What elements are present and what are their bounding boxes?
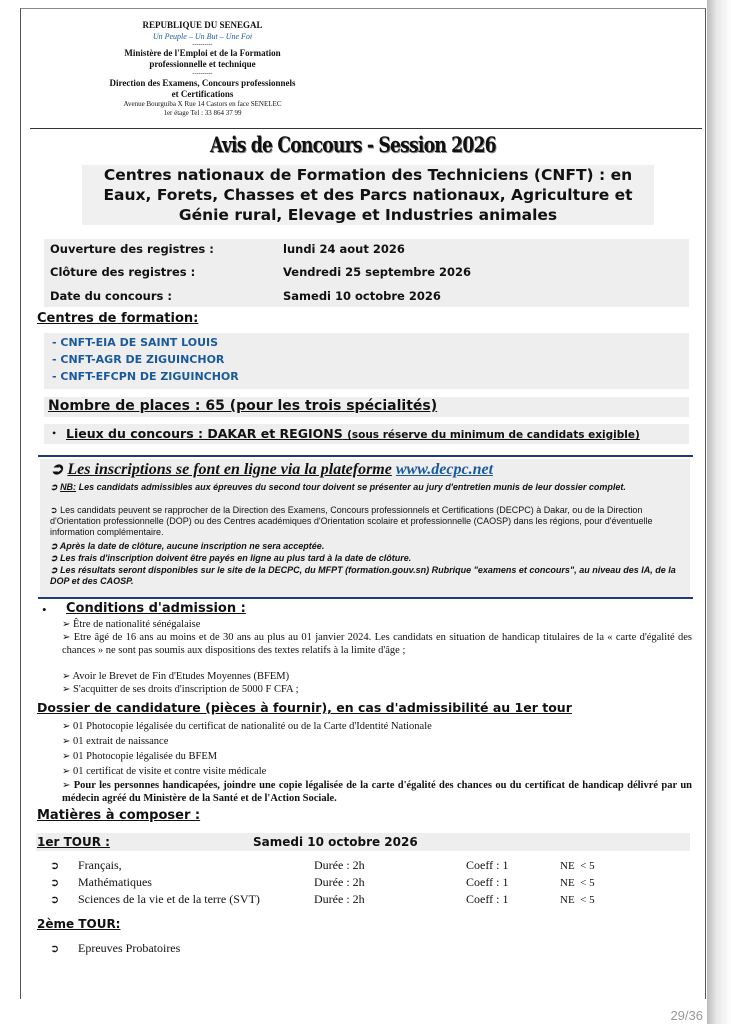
matieres-heading: Matières à composer :: [37, 808, 201, 823]
arrow-icon: ➲: [50, 565, 58, 575]
lieux-bullet: •: [52, 426, 57, 440]
page-title: Avis de Concours - Session 2026: [210, 132, 496, 157]
subject-coeff: Coeff : 1: [466, 875, 509, 889]
dossier-item: ➢ 01 Photocopie légalisée du BFEM: [62, 751, 218, 762]
subject-name: Sciences de la vie et de la terre (SVT): [78, 892, 260, 906]
arrow-icon: ➲: [50, 482, 58, 492]
separator: ----------: [192, 42, 213, 48]
decpc-link[interactable]: www.decpc.net: [395, 461, 494, 478]
arrow-icon: ➲: [50, 541, 58, 551]
dossier-item: ➢ 01 certificat de visite et contre visite médicale: [62, 766, 267, 777]
note-item: ➲ Les frais d'inscription doivent être payés en ligne au plus tard à la date de clôture.: [50, 553, 412, 563]
condition-item: ➢ Avoir le Brevet de Fin d'Etudes Moyennes (BFEM): [62, 671, 290, 682]
arrow-icon: ➲: [50, 461, 64, 478]
inscriptions-rule-top: [38, 455, 693, 457]
condition-item: ➢ Être de nationalité sénégalaise: [62, 619, 201, 630]
dossier-item: ➢ 01 Photocopie légalisée du certificat de nationalité ou de la Carte d'Identité Nationale: [62, 721, 432, 732]
tour1-date: Samedi 10 octobre 2026: [253, 835, 418, 849]
conditions-heading: Conditions d'admission :: [66, 601, 246, 616]
condition-item: ➢ S'acquitter de ses droits d'inscription de 5000 F CFA ;: [62, 684, 299, 695]
inscriptions-rule-bottom: [38, 597, 693, 599]
centre-item: - CNFT-EIA DE SAINT LOUIS: [52, 336, 219, 349]
centre-item: - CNFT-EFCPN DE ZIGUINCHOR: [52, 370, 239, 383]
date-value-cloture: Vendredi 25 septembre 2026: [283, 265, 472, 279]
note-item: ➲ Après la date de clôture, aucune inscription ne sera acceptée.: [50, 541, 325, 551]
address: Avenue Bourguiba X Rue 14 Castors en face SENELEC: [123, 100, 282, 108]
subject-name: Mathématiques: [78, 875, 152, 889]
subject-name: Français,: [78, 858, 122, 872]
tour1-label: 1er TOUR :: [37, 835, 110, 849]
subject-ne: NE < 5: [560, 877, 595, 889]
date-value-concours: Samedi 10 octobre 2026: [283, 289, 441, 303]
header-rule: [30, 128, 702, 129]
centre-item: - CNFT-AGR DE ZIGUINCHOR: [52, 353, 225, 366]
centres-heading: Centres de formation:: [37, 311, 199, 326]
motto: Un Peuple – Un But – Une Foi: [152, 32, 253, 41]
inscriptions-heading: ➲ Les inscriptions se font en ligne via la plateforme www.decpc.net: [50, 461, 494, 478]
date-value-ouverture: lundi 24 aout 2026: [283, 242, 405, 256]
date-label-concours: Date du concours :: [50, 289, 172, 303]
dossier-heading: Dossier de candidature (pièces à fournir), en cas d'admissibilité au 1er tour: [37, 700, 572, 715]
subject-ne: NE < 5: [560, 894, 595, 906]
subject-ne: NE < 5: [560, 860, 595, 872]
direction-name: Direction des Examens, Concours professionnels et Certifications: [109, 78, 296, 99]
page-number: 29/36: [670, 1008, 703, 1023]
nb-note: ➲ NB: Les candidats admissibles aux épreuves du second tour doivent se présenter au jury d'entretien munis de leur dossier complet.: [50, 482, 626, 492]
subject-duree: Durée : 2h: [314, 892, 365, 906]
phone: 1er étage Tel : 33 864 37 99: [163, 109, 242, 117]
subject-coeff: Coeff : 1: [466, 858, 509, 872]
arrow-icon: ➲: [50, 877, 60, 889]
tour2-label: 2ème TOUR:: [37, 917, 121, 931]
tour2-item: Epreuves Probatoires: [78, 941, 181, 955]
arrow-icon: ➲: [50, 505, 58, 515]
subject-duree: Durée : 2h: [314, 858, 365, 872]
places-text: Nombre de places : 65 (pour les trois spécialités): [48, 398, 438, 414]
condition-item: ➢ Etre âgé de 16 ans au moins et de 30 ans au plus au 01 janvier 2024. Les candidats en situation de handicap titulaires de la « carte d'égalité des chances » ne sont pas soumis aux dispositions des textes relatifs à la limite d'âge ;: [62, 632, 692, 656]
arrow-icon: ➲: [50, 943, 60, 955]
lieux-text: Lieux du concours : DAKAR et REGIONS (sous réserve du minimum de candidats exigible): [66, 426, 640, 441]
subject-coeff: Coeff : 1: [466, 892, 509, 906]
subtitle: Centres nationaux de Formation des Techniciens (CNFT) : en Eaux, Forets, Chasses et des Parcs nationaux, Agriculture et Génie rural, Elevage et Industries animales: [82, 165, 654, 225]
country-name: REPUBLIQUE DU SENEGAL: [142, 20, 263, 30]
ministry-name: Ministère de l'Emploi et de la Formation professionnelle et technique: [124, 48, 281, 69]
separator: ----------: [192, 71, 213, 77]
note-item: ➲ Les candidats peuvent se rapprocher de la Direction des Examens, Concours professionnels et Certifications (DECPC) à Dakar, ou de la Direction d'Orientation professionnelle (DOP) ou des Centres académiques d'Orientation scolaire et professionnelle (CAOSP) dans les régions, pour d'éventuelle information complémentaire.: [50, 505, 653, 537]
arrow-icon: ➲: [50, 553, 58, 563]
dossier-item: ➢ Pour les personnes handicapées, joindre une copie légalisée de la carte d'égalité des chances ou du certificat de handicap délivré par un médecin agréé du Ministère de la Santé et de l'Action Sociale.: [62, 780, 692, 804]
date-label-cloture: Clôture des registres :: [50, 265, 196, 279]
arrow-icon: ➲: [50, 894, 60, 906]
header-block: [90, 20, 315, 118]
arrow-icon: ➲: [50, 860, 60, 872]
subject-duree: Durée : 2h: [314, 875, 365, 889]
date-label-ouverture: Ouverture des registres :: [50, 242, 214, 256]
dossier-item: ➢ 01 extrait de naissance: [62, 736, 169, 747]
page-edge-shadow: [707, 0, 731, 1024]
note-item: ➲ Les résultats seront disponibles sur le site de la DECPC, du MFPT (formation.gouv.sn) Rubrique "examens et concours", au niveau des IA, de la DOP et des CAOSP.: [50, 565, 676, 586]
conditions-bullet: •: [42, 602, 47, 617]
